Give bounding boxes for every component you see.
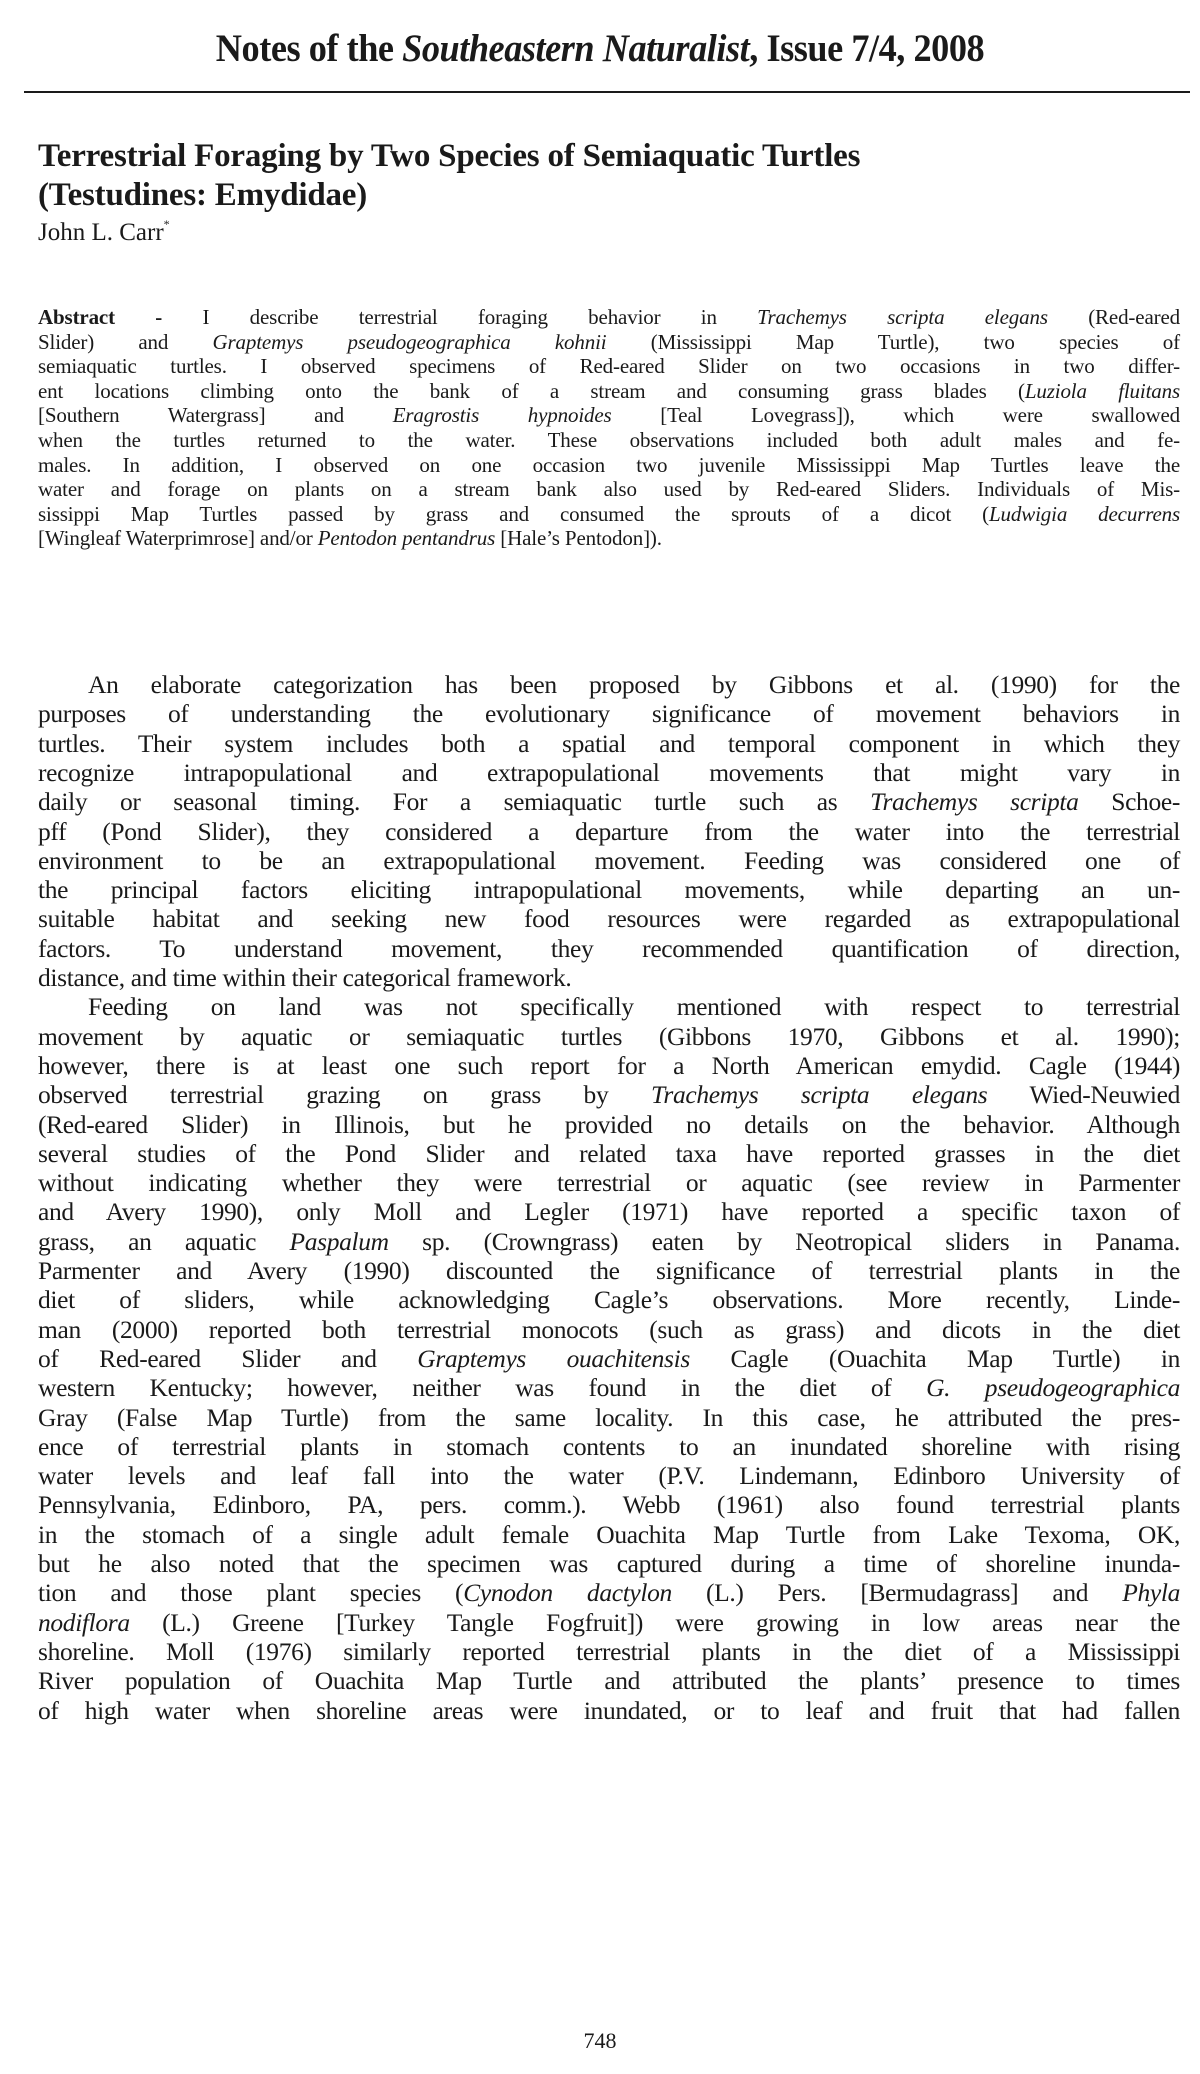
author-name bbox=[38, 219, 170, 247]
header-prefix: Notes of the bbox=[215, 27, 403, 70]
text: ent locations climbing onto the bank of a stream and consuming grass blades ( bbox=[38, 378, 1025, 403]
text: environment to be an extrapopulational movement. Feeding was considered one of bbox=[38, 845, 1180, 875]
text: but he also noted that the specimen was captured during a time of shoreline inunda- bbox=[38, 1549, 1180, 1578]
italic-text: Luziola fluitans bbox=[1024, 378, 1180, 403]
text: factors. To understand movement, they recommended quantification of direction, bbox=[38, 933, 1180, 963]
body-line bbox=[38, 1285, 1180, 1314]
text: (L.) Pers. [Bermudagrass] and bbox=[671, 1578, 1123, 1608]
body-line bbox=[38, 729, 1180, 758]
italic-text: Graptemys pseudogeographica kohnii bbox=[212, 329, 607, 354]
body-line bbox=[38, 758, 1180, 787]
italic-text: Graptemys ouachitensis bbox=[417, 1343, 690, 1373]
abstract-line bbox=[38, 305, 1180, 330]
text: [Teal Lovegrass]), which were swallowed bbox=[611, 403, 1180, 428]
body-line bbox=[38, 1432, 1180, 1461]
text: (Red-eared bbox=[1047, 305, 1180, 329]
text: [Wingleaf Waterprimrose] and/or bbox=[38, 526, 318, 551]
text: however, there is at least one such report for a North American emydid. Cagle (1944) bbox=[38, 1050, 1180, 1080]
body-line bbox=[38, 817, 1180, 846]
abstract-line bbox=[38, 354, 1180, 379]
body-line bbox=[38, 1168, 1180, 1197]
body-line bbox=[38, 1403, 1180, 1432]
body-line bbox=[38, 1549, 1180, 1578]
abstract-line bbox=[38, 502, 1180, 527]
text: distance, and time within their categorical framework. bbox=[38, 963, 572, 992]
text: I describe terrestrial foraging behavior in bbox=[202, 305, 758, 329]
article-title-line-2: (Testudines: Emydidae) bbox=[38, 177, 368, 213]
text: diet of sliders, while acknowledging Cagle’s observations. More recently, Linde- bbox=[38, 1285, 1180, 1315]
body-line bbox=[38, 934, 1180, 963]
journal-name: Southeastern Naturalist bbox=[402, 27, 750, 70]
author-text: John L. Carr bbox=[38, 219, 164, 246]
abstract-line bbox=[38, 477, 1180, 502]
text: An elaborate categorization has been proposed by Gibbons et al. (1990) for the bbox=[88, 670, 1180, 699]
italic-text: Cynodon dactylon bbox=[463, 1578, 672, 1608]
body-line bbox=[38, 699, 1180, 728]
text: (Red-eared Slider) in Illinois, but he provided no details on the behavior. Although bbox=[38, 1109, 1180, 1139]
italic-text: Trachemys scripta elegans bbox=[650, 1080, 988, 1110]
author-footnote-mark: * bbox=[163, 217, 170, 231]
body-line bbox=[38, 1520, 1180, 1549]
text: movement by aquatic or semiaquatic turtles (Gibbons 1970, Gibbons et al. 1990); bbox=[38, 1021, 1180, 1051]
text: Parmenter and Avery (1990) discounted the significance of terrestrial plants in the bbox=[38, 1256, 1180, 1285]
text: man (2000) reported both terrestrial monocots (such as grass) and dicots in the diet bbox=[38, 1314, 1180, 1344]
text: ence of terrestrial plants in stomach contents to an inundated shoreline with rising bbox=[38, 1431, 1180, 1461]
body-line bbox=[38, 1256, 1180, 1285]
body-line bbox=[38, 1110, 1180, 1139]
header-rule bbox=[24, 91, 1190, 93]
abstract-line bbox=[38, 526, 1180, 551]
italic-text: nodiflora bbox=[38, 1607, 130, 1637]
text: [Hale’s Pentodon]). bbox=[495, 526, 662, 551]
text: when the turtles returned to the water. These observations included both adult males and fe- bbox=[38, 428, 1180, 452]
body-line bbox=[38, 787, 1180, 816]
italic-text: Paspalum bbox=[289, 1226, 389, 1256]
italic-text: G. pseudogeographica bbox=[926, 1373, 1180, 1403]
text: recognize intrapopulational and extrapopulational movements that might vary in bbox=[38, 757, 1180, 787]
text: (L.) Greene [Turkey Tangle Fogfruit]) were growing in low areas near the bbox=[129, 1607, 1180, 1637]
italic-text: Trachemys scripta bbox=[870, 787, 1079, 817]
text: the principal factors eliciting intrapopulational movements, while departing an un- bbox=[38, 875, 1180, 905]
body-line bbox=[38, 904, 1180, 933]
text: Gray (False Map Turtle) from the same locality. In this case, he attributed the pres- bbox=[38, 1402, 1180, 1432]
text: water levels and leaf fall into the water (P.V. Lindemann, Edinboro University of bbox=[38, 1461, 1180, 1491]
body-line bbox=[38, 875, 1180, 904]
abstract-line bbox=[38, 330, 1180, 355]
body-line bbox=[38, 1051, 1180, 1080]
text: pff (Pond Slider), they considered a departure from the water into the terrestrial bbox=[38, 816, 1180, 846]
header-issue: , Issue 7/4, 2008 bbox=[749, 27, 985, 70]
italic-text: Phyla bbox=[1122, 1578, 1180, 1608]
text: tion and those plant species ( bbox=[38, 1578, 464, 1608]
body-line bbox=[38, 1490, 1180, 1519]
body-line bbox=[38, 1373, 1180, 1402]
text: turtles. Their system includes both a spatial and temporal component in which they bbox=[38, 728, 1180, 758]
text: Schoe- bbox=[1078, 787, 1180, 817]
body-line bbox=[88, 992, 1180, 1021]
body-line bbox=[88, 670, 1180, 699]
article-title-line-1: Terrestrial Foraging by Two Species of Semiaquatic Turtles bbox=[38, 138, 861, 174]
abstract-line bbox=[38, 379, 1180, 404]
body-line bbox=[38, 1461, 1180, 1490]
text: River population of Ouachita Map Turtle and attributed the plants’ presence to times bbox=[38, 1666, 1180, 1696]
italic-text: Ludwigia decurrens bbox=[989, 501, 1180, 526]
body-line bbox=[38, 1227, 1180, 1256]
body-line bbox=[38, 963, 1180, 992]
body-line bbox=[38, 1666, 1180, 1695]
text: of Red-eared Slider and bbox=[38, 1343, 418, 1373]
body-line bbox=[38, 1197, 1180, 1226]
abstract-line bbox=[38, 403, 1180, 428]
abstract-line bbox=[38, 453, 1180, 478]
text: [Southern Watergrass] and bbox=[38, 403, 393, 428]
text: purposes of understanding the evolutionary significance of movement behaviors in bbox=[38, 699, 1180, 729]
text: grass, an aquatic bbox=[38, 1226, 290, 1256]
body-line bbox=[38, 1578, 1180, 1607]
text: Pennsylvania, Edinboro, PA, pers. comm.). Webb (1961) also found terrestrial plants bbox=[38, 1490, 1180, 1520]
text: daily or seasonal timing. For a semiaquatic turtle such as bbox=[38, 787, 871, 817]
text: sp. (Crowngrass) eaten by Neotropical sliders in Panama. bbox=[388, 1226, 1180, 1256]
page-number: 748 bbox=[583, 2028, 617, 2053]
body-line bbox=[38, 1080, 1180, 1109]
text: of high water when shoreline areas were inundated, or to leaf and fruit that had fallen bbox=[38, 1695, 1180, 1725]
body-line bbox=[38, 846, 1180, 875]
text: suitable habitat and seeking new food resources were regarded as extrapopulational bbox=[38, 904, 1180, 934]
text: water and forage on plants on a stream bank also used by Red-eared Sliders. Individuals of Mis- bbox=[38, 477, 1180, 502]
body-line bbox=[38, 1022, 1180, 1051]
text: western Kentucky; however, neither was found in the diet of bbox=[38, 1373, 927, 1403]
text: sissippi Map Turtles passed by grass and consumed the sprouts of a dicot ( bbox=[38, 501, 990, 526]
body-line bbox=[38, 1696, 1180, 1725]
text: Cagle (Ouachita Map Turtle) in bbox=[689, 1343, 1180, 1373]
text: and Avery 1990), only Moll and Legler (1971) have reported a specific taxon of bbox=[38, 1197, 1180, 1227]
body-line bbox=[38, 1344, 1180, 1373]
italic-text: Pentodon pentandrus bbox=[317, 526, 496, 551]
text: observed terrestrial grazing on grass by bbox=[38, 1080, 651, 1110]
body-line bbox=[38, 1139, 1180, 1168]
body-line bbox=[38, 1637, 1180, 1666]
text: males. In addition, I observed on one occasion two juvenile Mississippi Map Turtles leave the bbox=[38, 452, 1180, 477]
text: without indicating whether they were terrestrial or aquatic (see review in Parmenter bbox=[38, 1168, 1180, 1198]
running-header bbox=[42, 26, 1158, 71]
text: Wied-Neuwied bbox=[987, 1080, 1181, 1110]
text: shoreline. Moll (1976) similarly reported terrestrial plants in the diet of a Mississippi bbox=[38, 1636, 1180, 1666]
text: in the stomach of a single adult female Ouachita Map Turtle from Lake Texoma, OK, bbox=[38, 1519, 1180, 1549]
text: semiaquatic turtles. I observed specimens of Red-eared Slider on two occasions in two differ- bbox=[38, 354, 1180, 379]
text: Slider) and bbox=[38, 329, 213, 354]
text: Feeding on land was not specifically mentioned with respect to terrestrial bbox=[88, 992, 1180, 1022]
text: (Mississippi Map Turtle), two species of bbox=[606, 329, 1181, 354]
abstract-label: Abstract - bbox=[38, 305, 203, 329]
italic-text: Trachemys scripta elegans bbox=[757, 305, 1048, 329]
text: several studies of the Pond Slider and related taxa have reported grasses in the diet bbox=[38, 1138, 1180, 1168]
body-line bbox=[38, 1608, 1180, 1637]
italic-text: Eragrostis hypnoides bbox=[392, 403, 612, 428]
abstract-line bbox=[38, 428, 1180, 453]
body-line bbox=[38, 1315, 1180, 1344]
